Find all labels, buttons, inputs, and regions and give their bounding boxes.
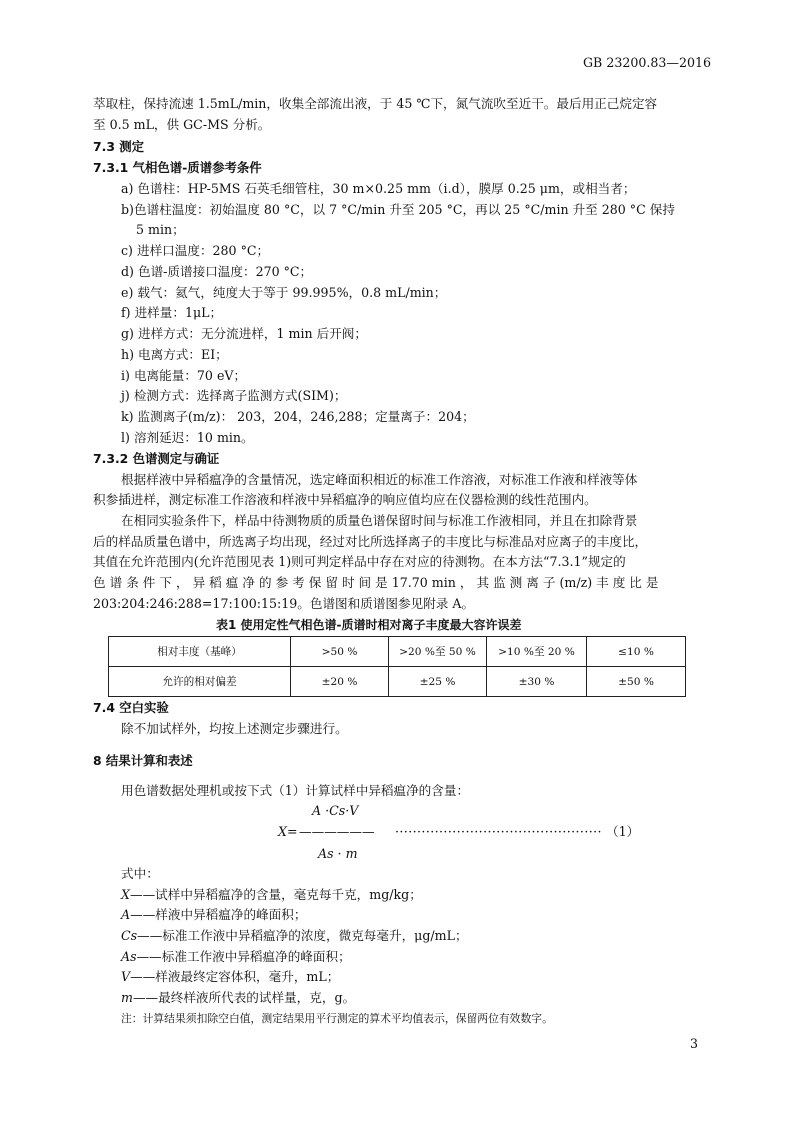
variable-description: ——标准工作液中异稻瘟净的峰面积；	[136, 949, 351, 964]
table-cell: 相对丰度（基峰）	[109, 637, 291, 667]
paragraph-line: 在相同实验条件下，样品中待测物质的质量色谱保留时间与标准工作液相同，并且在扣除背景	[121, 513, 638, 528]
table-cell: >10 %至 20 %	[487, 637, 587, 667]
condition-item: h) 电离方式：EI；	[121, 347, 228, 362]
variable-symbol: A	[121, 907, 131, 922]
variable-description: ——样液中异稻瘟净的峰面积；	[130, 907, 307, 922]
paragraph-line: 其值在允许范围内(允许范围见表 1)则可判定样品中存在对应的待测物。在本方法“7.3.1”规定的	[93, 554, 626, 569]
paragraph-line: 203:204:246:288=17:100:15:19。色谱图和质谱图参见附录 A。	[93, 596, 475, 611]
table-cell: ≤10 %	[587, 637, 686, 667]
section-7-3-2-title: 7.3.2 色谱测定与确证	[93, 451, 220, 466]
paragraph-line: 后的样品质量色谱中，所选离子均出现，经过对比所选择离子的丰度比与标准品对应离子的丰度比，	[93, 534, 648, 549]
page-number: 3	[690, 1036, 699, 1051]
condition-item: f) 进样量：1μL；	[121, 305, 223, 320]
variable-definition	[121, 988, 355, 1008]
condition-item: j) 检测方式：选择离子监测方式(SIM)；	[121, 388, 347, 403]
variable-definition	[121, 885, 422, 905]
formula-intro: 用色谱数据处理机或按下式（1）计算试样中异稻瘟净的含量：	[121, 783, 470, 798]
condition-item: d) 色谱-质谱接口温度：270 °C；	[121, 264, 313, 279]
variable-definition	[121, 926, 468, 946]
variable-symbol: m	[121, 990, 133, 1005]
formula-lhs: X=	[278, 824, 298, 839]
section-7-3-1-title: 7.3.1 气相色谱-质谱参考条件	[93, 160, 262, 175]
variable-description: ——标准工作液中异稻瘟净的浓度，微克每毫升，μg/mL；	[137, 928, 468, 943]
where-label: 式中：	[121, 866, 159, 881]
formula-denominator: As · m	[318, 846, 358, 861]
variable-description: ——样液最终定容体积，毫升，mL；	[130, 969, 340, 984]
table-cell: 允许的相对偏差	[109, 667, 291, 697]
variable-symbol: As	[121, 949, 137, 964]
table-1-caption: 表1 使用定性气相色谱-质谱时相对离子丰度最大容许误差	[216, 618, 522, 632]
table-cell: >50 %	[291, 637, 389, 667]
variable-description: ——最终样液所代表的试样量，克，g。	[132, 990, 356, 1005]
condition-item: b)色谱柱温度：初始温度 80 °C，以 7 °C/min 升至 205 °C，再以 25 °C/min 升至 280 °C 保持	[121, 202, 675, 217]
condition-item: k) 监测离子(m/z)： 203，204，246,288；定量离子：204；	[121, 409, 475, 424]
blank-test-text: 除不加试样外，均按上述测定步骤进行。	[121, 721, 348, 736]
table-row	[109, 637, 686, 667]
formula-leader-dots: ···············································	[395, 824, 602, 839]
standard-number: GB 23200.83—2016	[583, 55, 712, 70]
formula-fraction-bar: ——————	[299, 824, 375, 839]
section-7-4-title: 7.4 空白实验	[93, 700, 169, 715]
condition-item-continued: 5 min；	[136, 222, 185, 237]
table-cell: ±50 %	[587, 667, 686, 697]
variable-symbol: X	[121, 887, 130, 902]
condition-item: i) 电离能量：70 eV；	[121, 368, 247, 383]
table-1	[108, 636, 686, 697]
formula-number: （1）	[606, 824, 640, 839]
paragraph-line: 根据样液中异稻瘟净的含量情况，选定峰面积相近的标准工作溶液，对标准工作液和样液等体	[121, 472, 638, 487]
condition-item: c) 进样口温度：280 °C；	[121, 243, 270, 258]
variable-symbol: Cs	[121, 928, 138, 943]
condition-item: l) 溶剂延迟：10 min。	[121, 430, 254, 445]
variable-symbol: V	[121, 969, 131, 984]
variable-definition	[121, 967, 339, 987]
table-cell: ±25 %	[389, 667, 487, 697]
table-cell: >20 %至 50 %	[389, 637, 487, 667]
table-row	[109, 667, 686, 697]
condition-item: e) 载气：氦气，纯度大于等于 99.995%，0.8 mL/min；	[121, 285, 447, 300]
intro-line-1: 萃取柱，保持流速 1.5mL/min，收集全部流出液，于 45 ℃下，氮气流吹至近干。最后用正己烷定容	[93, 96, 658, 111]
variable-description: ——试样中异稻瘟净的含量，毫克每千克，mg/kg；	[129, 887, 422, 902]
paragraph-line: 积参插进样，测定标准工作溶液和样液中异稻瘟净的响应值均应在仪器检测的线性范围内。	[93, 492, 597, 507]
table-cell: ±30 %	[487, 667, 587, 697]
variable-definition	[121, 905, 306, 925]
condition-item: g) 进样方式：无分流进样，1 min 后开阀；	[121, 326, 367, 341]
condition-item: a) 色谱柱：HP-5MS 石英毛细管柱，30 m×0.25 mm（i.d），膜厚 0.25 μm，或相当者；	[121, 181, 636, 196]
section-8-title: 8 结果计算和表述	[93, 753, 193, 768]
section-7-3-title: 7.3 测定	[93, 139, 145, 154]
calculation-note: 注：计算结果须扣除空白值，测定结果用平行测定的算术平均值表示，保留两位有效数字。	[121, 1012, 553, 1025]
intro-line-2: 至 0.5 mL，供 GC-MS 分析。	[93, 117, 271, 132]
table-cell: ±20 %	[291, 667, 389, 697]
formula-numerator: A ·Cs·V	[312, 803, 359, 818]
paragraph-line: 色 谱 条 件 下 ， 异 稻 瘟 净 的 参 考 保 留 时 间 是 17.70 min ， 其 监 测 离 子 (m/z) 丰 度 比 是	[93, 575, 659, 590]
variable-definition	[121, 947, 351, 967]
